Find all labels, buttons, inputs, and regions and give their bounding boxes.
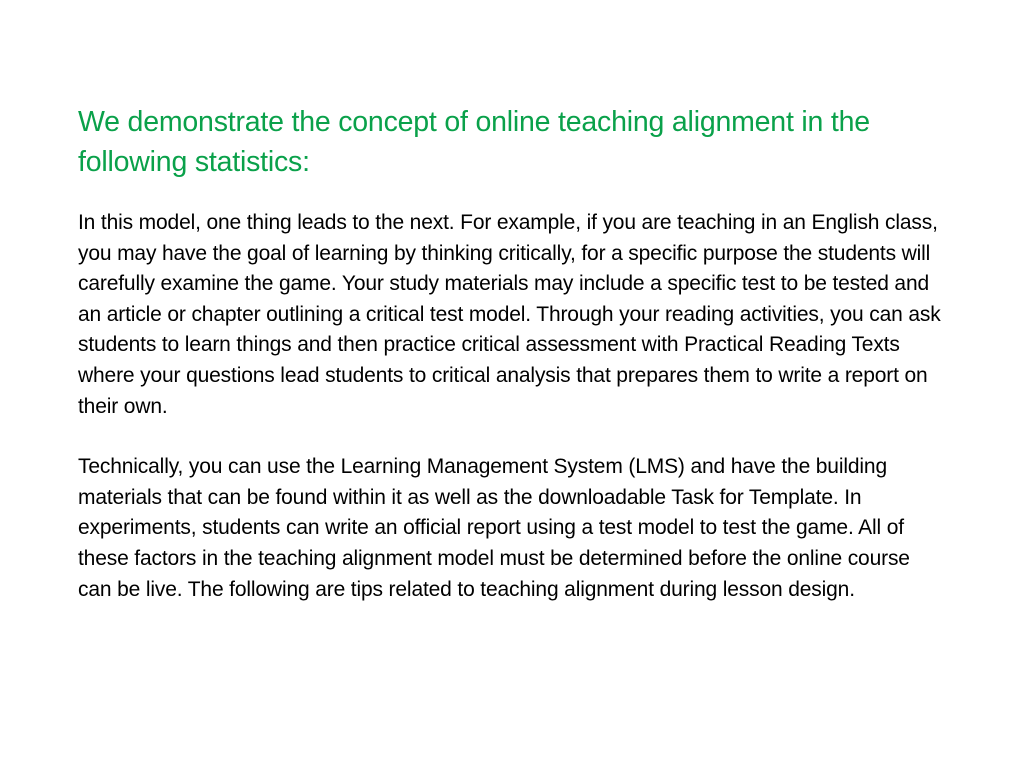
paragraph-model-explanation: In this model, one thing leads to the next. For example, if you are teaching in an English class, you may have the goal of learning by thinking critically, for a specific purpose the students will carefully examine the game. Your study materials may include a specific test to be tested and an article or chapter outlining a critical test model. Through your reading activities, you can ask students to learn things and then practice critical assessment with Practical Reading Texts where your questions lead students to critical analysis that prepares them to write a report on their own. — [78, 211, 941, 418]
paragraph-lms-technical: Technically, you can use the Learning Management System (LMS) and have the building materials that can be found within it as well as the downloadable Task for Template. In experiments, students can write an official report using a test model to test the game. All of these factors in the teaching alignment model must be determined before the online course can be live. The following are tips related to teaching alignment during lesson design. — [78, 455, 910, 601]
slide-heading: We demonstrate the concept of online teaching alignment in the following statistics: — [78, 106, 870, 178]
